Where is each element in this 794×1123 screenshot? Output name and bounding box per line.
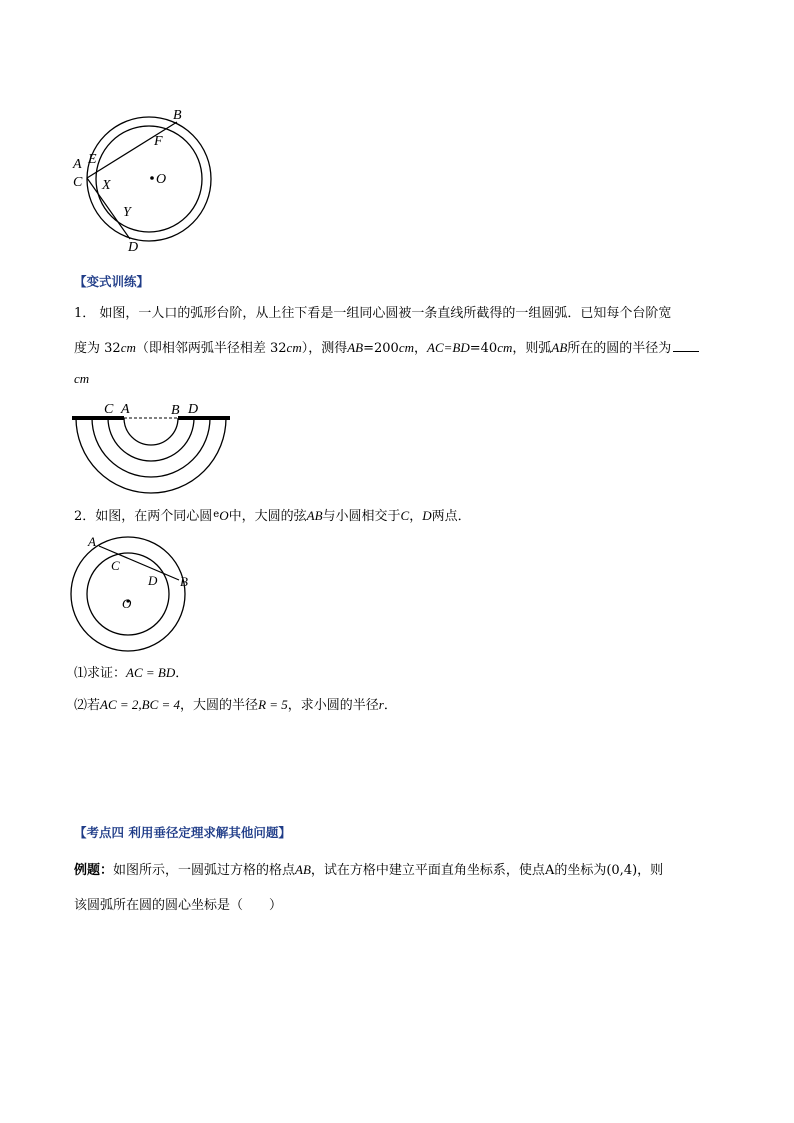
problem2-part1 bbox=[74, 665, 188, 682]
fig1-label-o: O bbox=[156, 172, 167, 187]
figure-two-concentric-circles bbox=[66, 532, 196, 654]
point-d: D bbox=[422, 508, 432, 523]
fig1-label-x: X bbox=[102, 178, 111, 193]
point-c: C bbox=[400, 508, 410, 523]
example-text-a: 如图所示，一圆弧过方格的格点 bbox=[113, 863, 296, 878]
variant-training-heading: 【变式训练】 bbox=[74, 274, 150, 289]
problem2-text-a: 如图，在两个同心圆 bbox=[95, 509, 213, 524]
problem2-text-d: 两点． bbox=[431, 509, 471, 524]
unit-cm: cm bbox=[398, 340, 415, 355]
problem1-text-1: 如图，一人口的弧形台阶，从上往下看是一组同心圆被一条直线所截得的一组圆弧．已知每个台阶宽 bbox=[99, 306, 672, 321]
example-coordinate: (0,4) bbox=[606, 863, 638, 878]
fig1-label-f: F bbox=[154, 134, 163, 149]
circle-symbol: e bbox=[213, 509, 220, 520]
part2-radius-big: R = 5 bbox=[258, 697, 288, 712]
part2-label: ⑵若 bbox=[74, 698, 101, 713]
circle-o: O bbox=[219, 508, 229, 523]
fig1-label-e: E bbox=[88, 152, 97, 167]
part1-end: ． bbox=[175, 666, 189, 681]
problem1-text-2e: ， bbox=[414, 341, 428, 356]
part2-text-a: ，大圆的半径 bbox=[180, 698, 259, 713]
unit-cm: cm bbox=[497, 340, 513, 355]
chord-ab: AB bbox=[306, 508, 323, 523]
section4-heading: 【考点四 利用垂径定理求解其他问题】 bbox=[74, 825, 291, 840]
fig3-label-a: A bbox=[88, 534, 96, 549]
comma: ， bbox=[409, 509, 423, 524]
example-point-a: A bbox=[544, 863, 555, 878]
fig1-label-y: Y bbox=[123, 205, 131, 220]
problem1-text-2a: 度为 32 bbox=[74, 341, 121, 356]
problem1-number: 1． bbox=[74, 306, 96, 321]
problem2-stem bbox=[74, 507, 471, 525]
answer-blank[interactable] bbox=[673, 339, 699, 352]
problem1-text-2c: ），测得 bbox=[301, 341, 348, 356]
fig1-label-c: C bbox=[73, 175, 83, 190]
part1-expression: AC = BD bbox=[126, 665, 176, 680]
problem2-text-c: 与小圆相交于 bbox=[322, 509, 401, 524]
problem2-number: 2． bbox=[74, 509, 96, 524]
unit-cm: cm bbox=[286, 340, 302, 355]
fig2-label-b: B bbox=[171, 403, 180, 418]
problem1-text-2g: ，则弧 bbox=[512, 341, 552, 356]
example-label: 例题： bbox=[74, 863, 114, 878]
example-line1 bbox=[74, 862, 663, 879]
part2-expression: AC = 2,BC = 4 bbox=[100, 697, 181, 712]
problem1-text-2h: 所在的圆的半径为 bbox=[567, 341, 672, 356]
fig2-label-a: A bbox=[121, 402, 130, 417]
unit-cm: cm bbox=[120, 340, 136, 355]
example-line2: 该圆弧所在圆的圆心坐标是（ ） bbox=[74, 898, 283, 913]
figure-concentric-chords bbox=[64, 100, 224, 260]
problem1-line3-unit: cm bbox=[74, 371, 90, 386]
fig3-label-d: D bbox=[148, 573, 158, 588]
segment-ac-bd: AC=BD bbox=[427, 340, 470, 355]
fig2-label-d: D bbox=[188, 402, 199, 417]
example-text-b: ，试在方格中建立平面直角坐标系，使点 bbox=[310, 863, 545, 878]
part2-end: ． bbox=[383, 698, 397, 713]
part2-radius-small: r bbox=[378, 697, 384, 712]
problem1-line1 bbox=[74, 306, 671, 322]
fig3-label-o: O bbox=[122, 596, 132, 611]
figure-arc-steps bbox=[70, 398, 235, 510]
part1-label: ⑴求证： bbox=[74, 666, 127, 681]
problem2-part2 bbox=[74, 697, 397, 714]
problem2-text-b: 中，大圆的弦 bbox=[228, 509, 307, 524]
fig1-label-b: B bbox=[173, 108, 182, 123]
problem1-line2 bbox=[74, 339, 699, 357]
example-text-c: 的坐标为 bbox=[554, 863, 607, 878]
problem1-text-2d: =200 bbox=[363, 341, 399, 356]
part2-text-b: ，求小圆的半径 bbox=[287, 698, 379, 713]
fig1-label-a: A bbox=[73, 157, 82, 172]
example-text-d: ，则 bbox=[637, 863, 664, 878]
arc-ab: AB bbox=[551, 340, 568, 355]
example-points-ab: AB bbox=[295, 862, 311, 877]
fig3-label-b: B bbox=[180, 574, 188, 589]
fig1-label-d: D bbox=[128, 240, 139, 255]
fig3-label-c: C bbox=[111, 558, 120, 573]
fig2-label-c: C bbox=[104, 402, 114, 417]
problem1-text-2f: =40 bbox=[469, 341, 498, 356]
problem1-text-2b: （即相邻两弧半径相差 32 bbox=[135, 341, 287, 356]
segment-ab: AB bbox=[347, 340, 364, 355]
